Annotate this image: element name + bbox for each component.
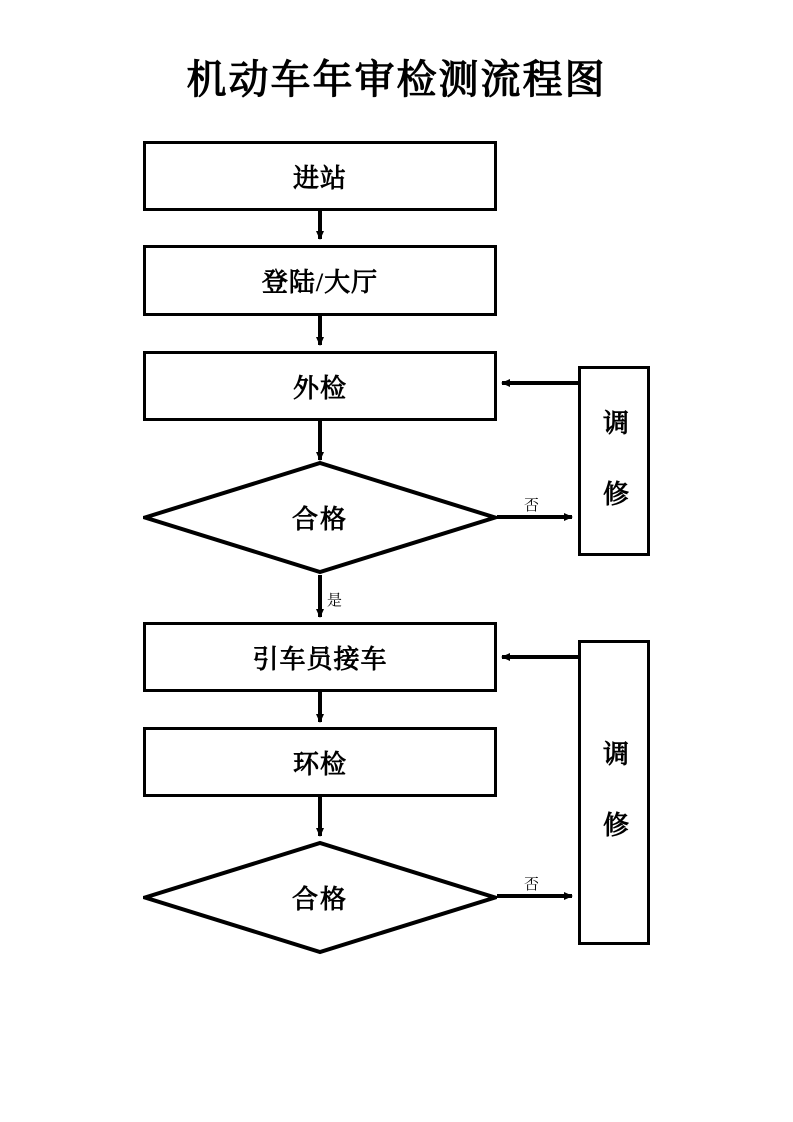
- page-title: 机动车年审检测流程图: [186, 57, 607, 102]
- decision-pass-2-label: 合格: [291, 885, 348, 914]
- node-repair-2-label: 调 修: [599, 740, 629, 845]
- decision-pass-2[interactable]: [143, 840, 497, 955]
- edge-label-yes-1: 是: [327, 593, 343, 609]
- node-login-label: 登陆/大厅: [261, 268, 379, 297]
- node-driver-receive[interactable]: [143, 622, 497, 692]
- node-repair-2[interactable]: [578, 640, 650, 945]
- node-env-check-label: 环检: [292, 749, 347, 779]
- watermark: [140, 998, 560, 1028]
- node-env-check[interactable]: [143, 727, 497, 797]
- decision-pass-1-label: 合格: [291, 505, 348, 534]
- edge-label-no-1: 否: [524, 498, 540, 514]
- node-enter[interactable]: [143, 141, 497, 211]
- node-login[interactable]: [143, 245, 497, 316]
- node-exterior-check[interactable]: [143, 351, 497, 421]
- edge-label-no-2: 否: [524, 877, 540, 893]
- node-enter-label: 进站: [292, 163, 347, 193]
- decision-pass-1[interactable]: [143, 460, 497, 575]
- node-repair-1-label: 调 修: [599, 408, 629, 514]
- node-exterior-check-label: 外检: [292, 373, 347, 403]
- node-driver-receive-label: 引车员接车: [252, 644, 388, 674]
- node-repair-1[interactable]: [578, 366, 650, 556]
